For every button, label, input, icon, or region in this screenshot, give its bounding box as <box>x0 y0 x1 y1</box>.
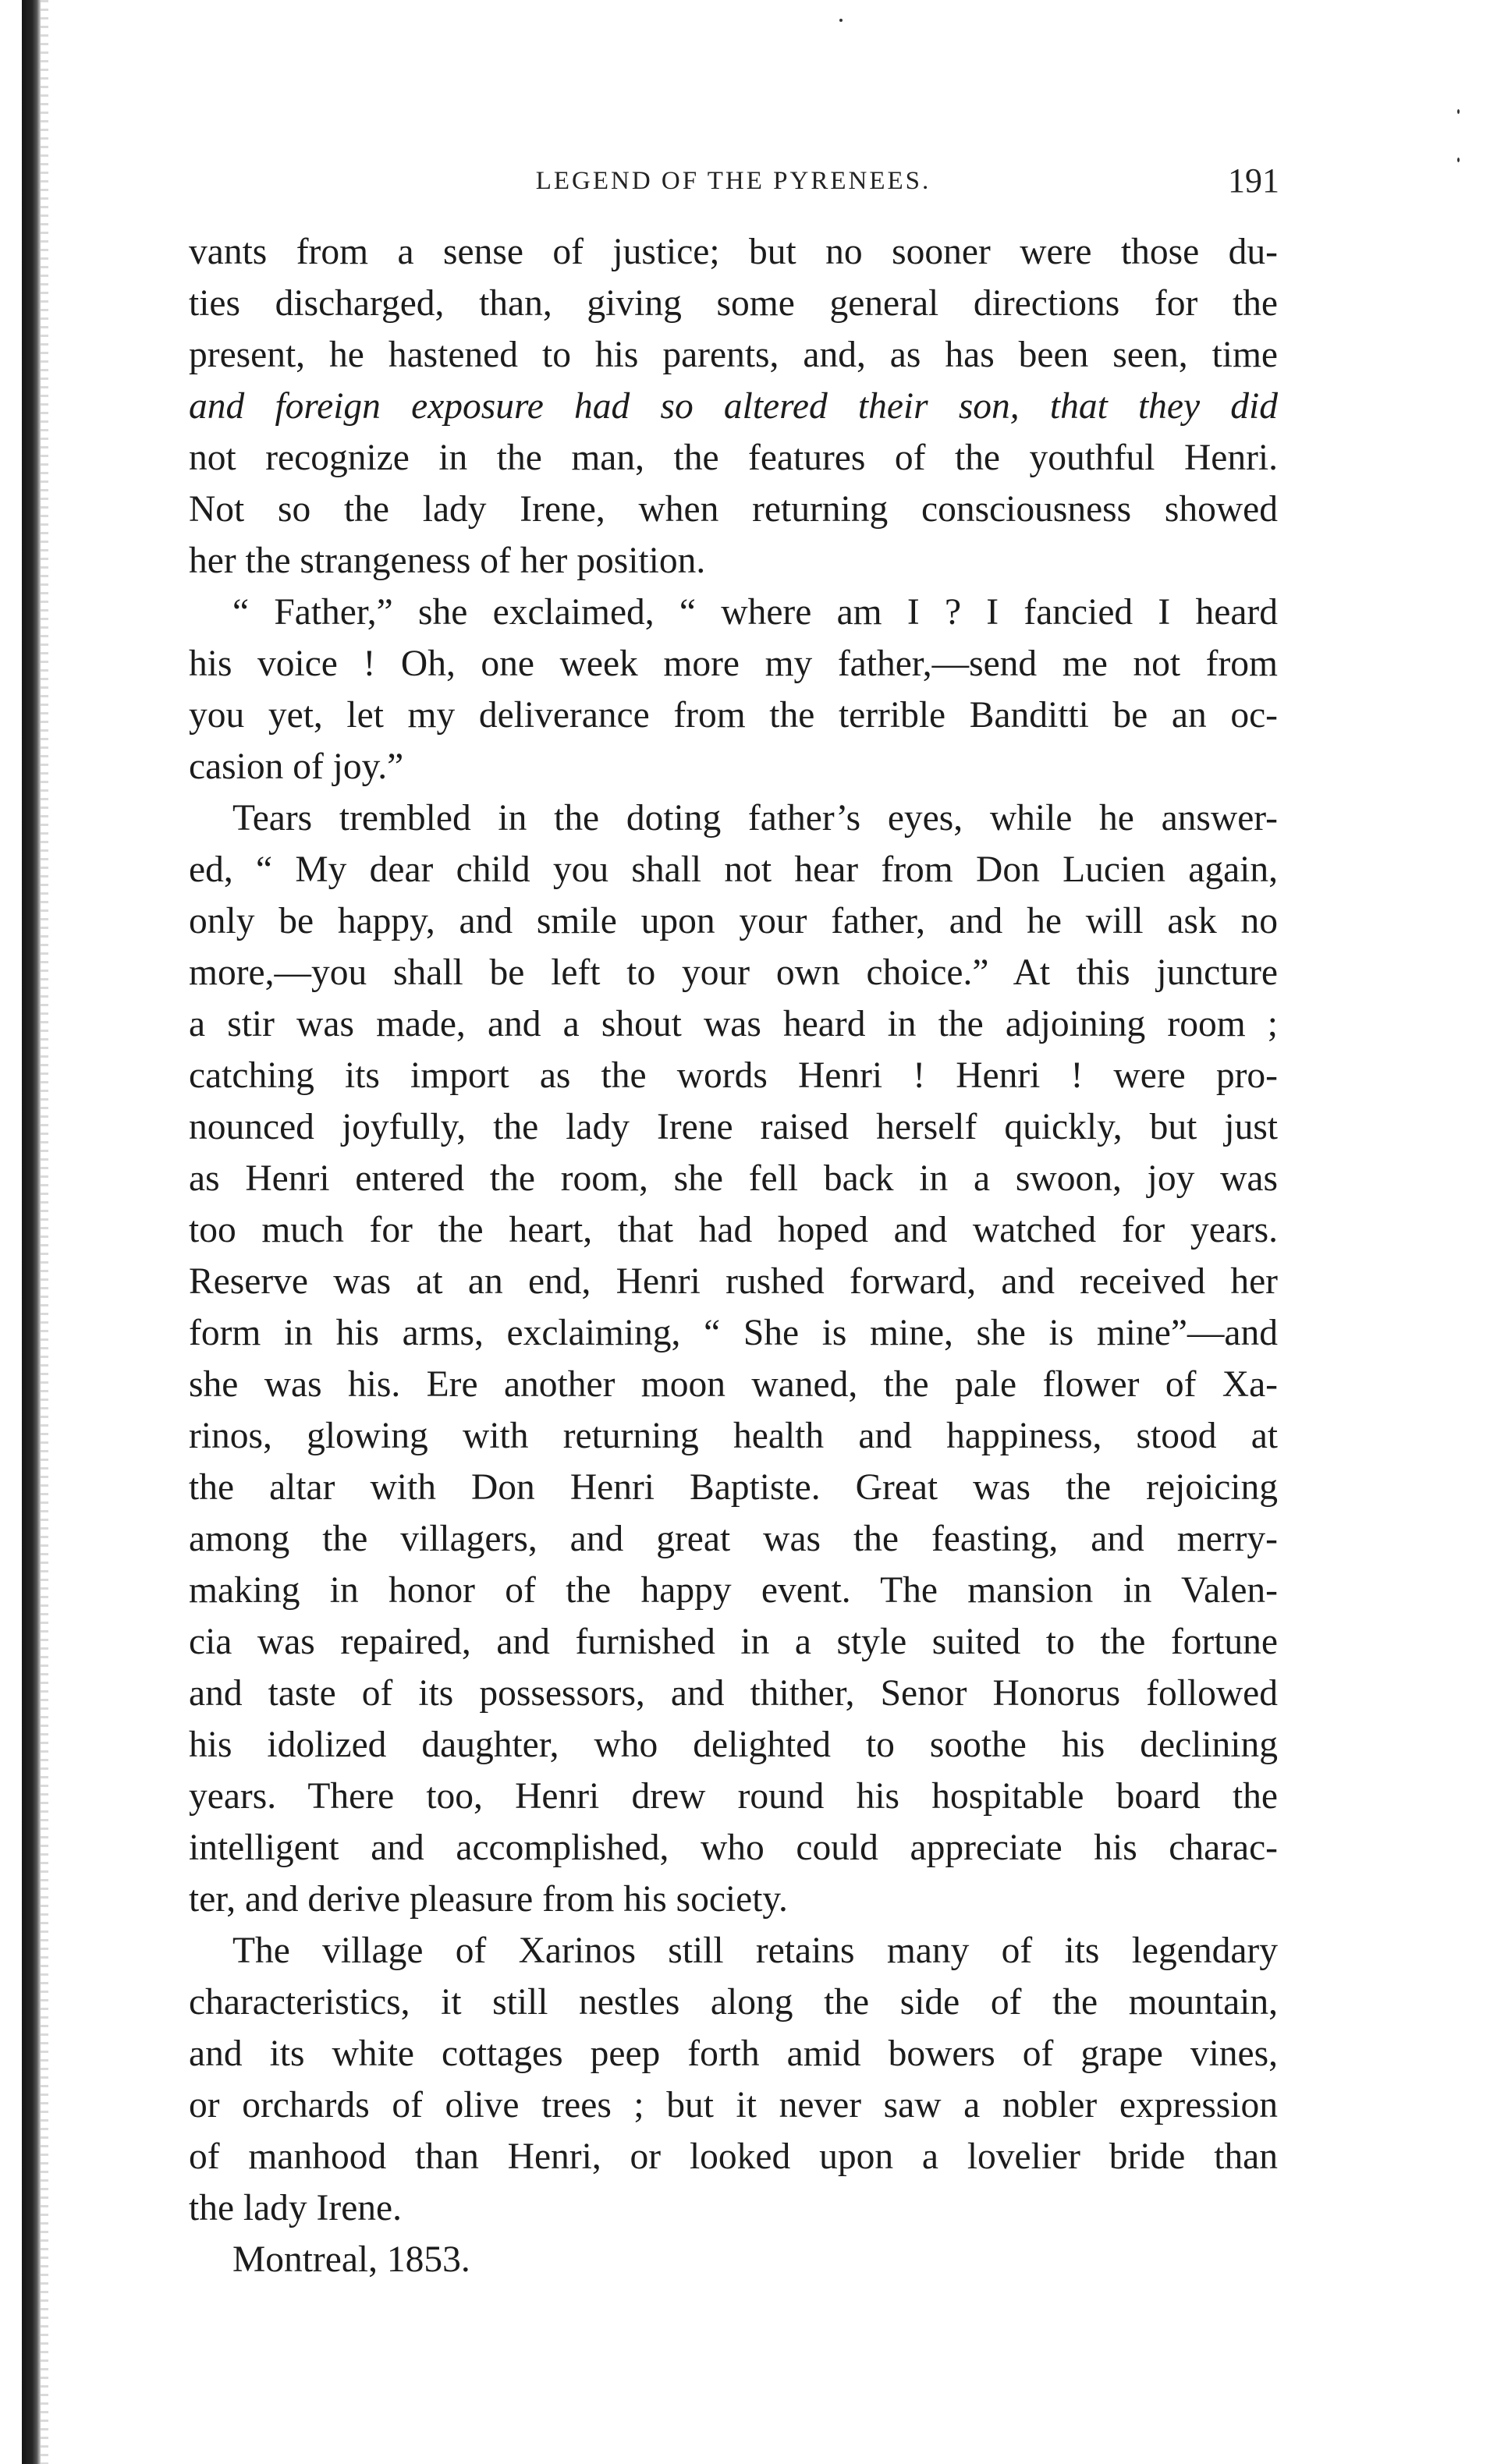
text-line: you yet, let my deliverance from the terrible Banditti be an oc- <box>189 695 1278 736</box>
text-line: The village of Xarinos still retains many of its legendary <box>232 1930 1278 1971</box>
text-line: years. There too, Henri drew round his hospitable board the <box>189 1776 1278 1817</box>
page-header <box>187 161 1279 207</box>
text-line: vants from a sense of justice; but no sooner were those du- <box>189 232 1278 272</box>
text-line: the lady Irene. <box>189 2188 402 2228</box>
paper-speck <box>839 19 843 22</box>
text-line: or orchards of olive trees ; but it never saw a nobler expression <box>189 2085 1278 2125</box>
text-line: “ Father,” she exclaimed, “ where am I ? I fancied I heard <box>232 592 1278 633</box>
paper-speck <box>1457 158 1460 162</box>
text-line: among the villagers, and great was the feasting, and merry- <box>189 1519 1278 1559</box>
binding-edge <box>22 0 41 2464</box>
text-line: casion of joy.” <box>189 746 404 787</box>
page-number: 191 <box>1228 161 1279 200</box>
text-line: ter, and derive pleasure from his society. <box>189 1879 788 1920</box>
text-line: her the strangeness of her position. <box>189 541 706 581</box>
text-line: form in his arms, exclaiming, “ She is mine, she is mine”—and <box>189 1313 1278 1353</box>
body-text <box>189 226 1278 2285</box>
text-line: ties discharged, than, giving some general directions for the <box>189 283 1278 324</box>
text-line: a stir was made, and a shout was heard in the adjoining room ; <box>189 1004 1278 1044</box>
text-line: characteristics, it still nestles along the side of the mountain, <box>189 1982 1278 2023</box>
text-line: Reserve was at an end, Henri rushed forward, and received her <box>189 1261 1278 1302</box>
text-line: only be happy, and smile upon your father, and he will ask no <box>189 901 1278 941</box>
dateline: Montreal, 1853. <box>232 2239 470 2280</box>
text-line: ed, “ My dear child you shall not hear from Don Lucien again, <box>189 849 1278 890</box>
text-line: making in honor of the happy event. The mansion in Valen- <box>189 1570 1278 1611</box>
text-line: the altar with Don Henri Baptiste. Great was the rejoicing <box>189 1467 1278 1508</box>
text-line: too much for the heart, that had hoped and watched for years. <box>189 1210 1278 1250</box>
text-line: and foreign exposure had so altered their son, that they did <box>189 386 1278 427</box>
text-line: catching its import as the words Henri ! Henri ! were pro- <box>189 1055 1278 1096</box>
text-line: she was his. Ere another moon waned, the pale flower of Xa- <box>189 1364 1278 1405</box>
text-line: as Henri entered the room, she fell back in a swoon, joy was <box>189 1158 1278 1199</box>
text-line: cia was repaired, and furnished in a style suited to the fortune <box>189 1622 1278 1662</box>
text-line: nounced joyfully, the lady Irene raised herself quickly, but just <box>189 1107 1278 1147</box>
text-line: Tears trembled in the doting father’s eyes, while he answer- <box>232 798 1278 838</box>
text-line: not recognize in the man, the features of the youthful Henri. <box>189 438 1278 478</box>
text-line: and its white cottages peep forth amid bowers of grape vines, <box>189 2033 1278 2074</box>
text-line: his voice ! Oh, one week more my father,—send me not from <box>189 643 1278 684</box>
text-line: Not so the lady Irene, when returning consciousness showed <box>189 489 1278 530</box>
text-line: of manhood than Henri, or looked upon a lovelier bride than <box>189 2136 1278 2177</box>
text-line: and taste of its possessors, and thither, Senor Honorus followed <box>189 1673 1278 1714</box>
text-line: intelligent and accomplished, who could appreciate his charac- <box>189 1828 1278 1868</box>
text-line: more,—you shall be left to your own choice.” At this juncture <box>189 952 1278 993</box>
paper-speck <box>1457 109 1460 114</box>
text-line: rinos, glowing with returning health and happiness, stood at <box>189 1416 1278 1456</box>
running-head: LEGEND OF THE PYRENEES. <box>535 167 931 195</box>
text-line: present, he hastened to his parents, and, as has been seen, time <box>189 335 1278 375</box>
text-line: his idolized daughter, who delighted to soothe his declining <box>189 1725 1278 1765</box>
